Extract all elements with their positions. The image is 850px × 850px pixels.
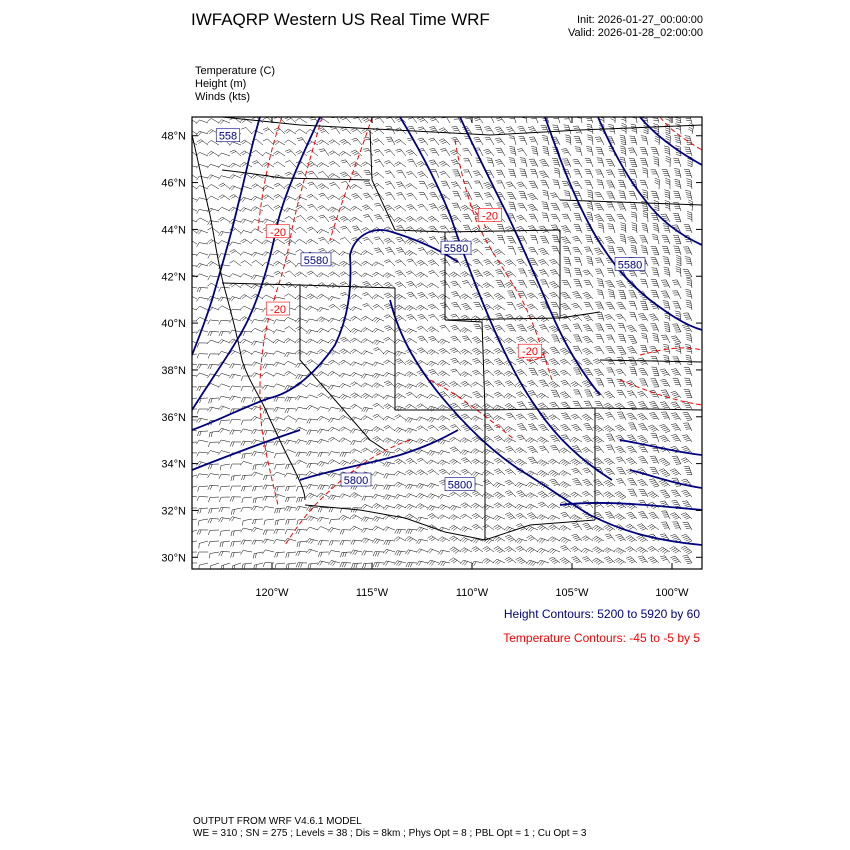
- height-contours-legend: Height Contours: 5200 to 5920 by 60: [503, 607, 700, 621]
- height-contour-label: 5580: [443, 243, 469, 256]
- lat-tick-label: 32°N: [161, 505, 186, 518]
- temperature-contours-legend: Temperature Contours: -45 to -5 by 5: [503, 631, 700, 645]
- lon-tick-label: 100°W: [655, 587, 689, 599]
- field-winds: Winds (kts): [195, 91, 250, 103]
- height-contour-label: 5800: [447, 479, 473, 492]
- lat-tick-label: 44°N: [161, 224, 186, 237]
- height-contour-label: 5800: [343, 475, 369, 488]
- lon-tick-label: 115°W: [355, 587, 389, 599]
- lat-tick-label: 42°N: [161, 271, 186, 284]
- field-height: Height (m): [195, 78, 247, 90]
- lat-tick-label: 46°N: [161, 177, 186, 190]
- model-options: WE = 310 ; SN = 275 ; Levels = 38 ; Dis = 8km ; Phys Opt = 8 ; PBL Opt = 1 ; Cu Opt = 3: [193, 828, 587, 839]
- temperature-contour-label: -20: [270, 304, 286, 317]
- valid-time: Valid: 2026-01-28_02:00:00: [568, 27, 703, 39]
- lat-tick-label: 36°N: [161, 411, 186, 424]
- lon-tick-label: 105°W: [555, 587, 589, 599]
- lon-tick-label: 120°W: [255, 587, 289, 599]
- map-title: IWFAQRP Western US Real Time WRF: [191, 10, 490, 29]
- model-info: OUTPUT FROM WRF V4.6.1 MODEL: [193, 816, 362, 827]
- height-contour-label: 5580: [303, 254, 329, 267]
- height-contour-label: 558: [218, 130, 238, 143]
- height-contour-label: 5580: [617, 259, 643, 272]
- lat-tick-label: 38°N: [161, 364, 186, 377]
- temperature-contour-label: -20: [270, 226, 286, 239]
- lat-tick-label: 30°N: [161, 552, 186, 565]
- lat-tick-label: 34°N: [161, 458, 186, 471]
- lon-tick-label: 110°W: [455, 587, 489, 599]
- temperature-contour-label: -20: [522, 346, 538, 359]
- lat-tick-label: 48°N: [161, 130, 186, 143]
- init-time: Init: 2026-01-27_00:00:00: [577, 14, 703, 26]
- field-temperature: Temperature (C): [195, 65, 276, 77]
- temperature-contour-label: -20: [482, 210, 498, 223]
- lat-tick-label: 40°N: [161, 318, 186, 331]
